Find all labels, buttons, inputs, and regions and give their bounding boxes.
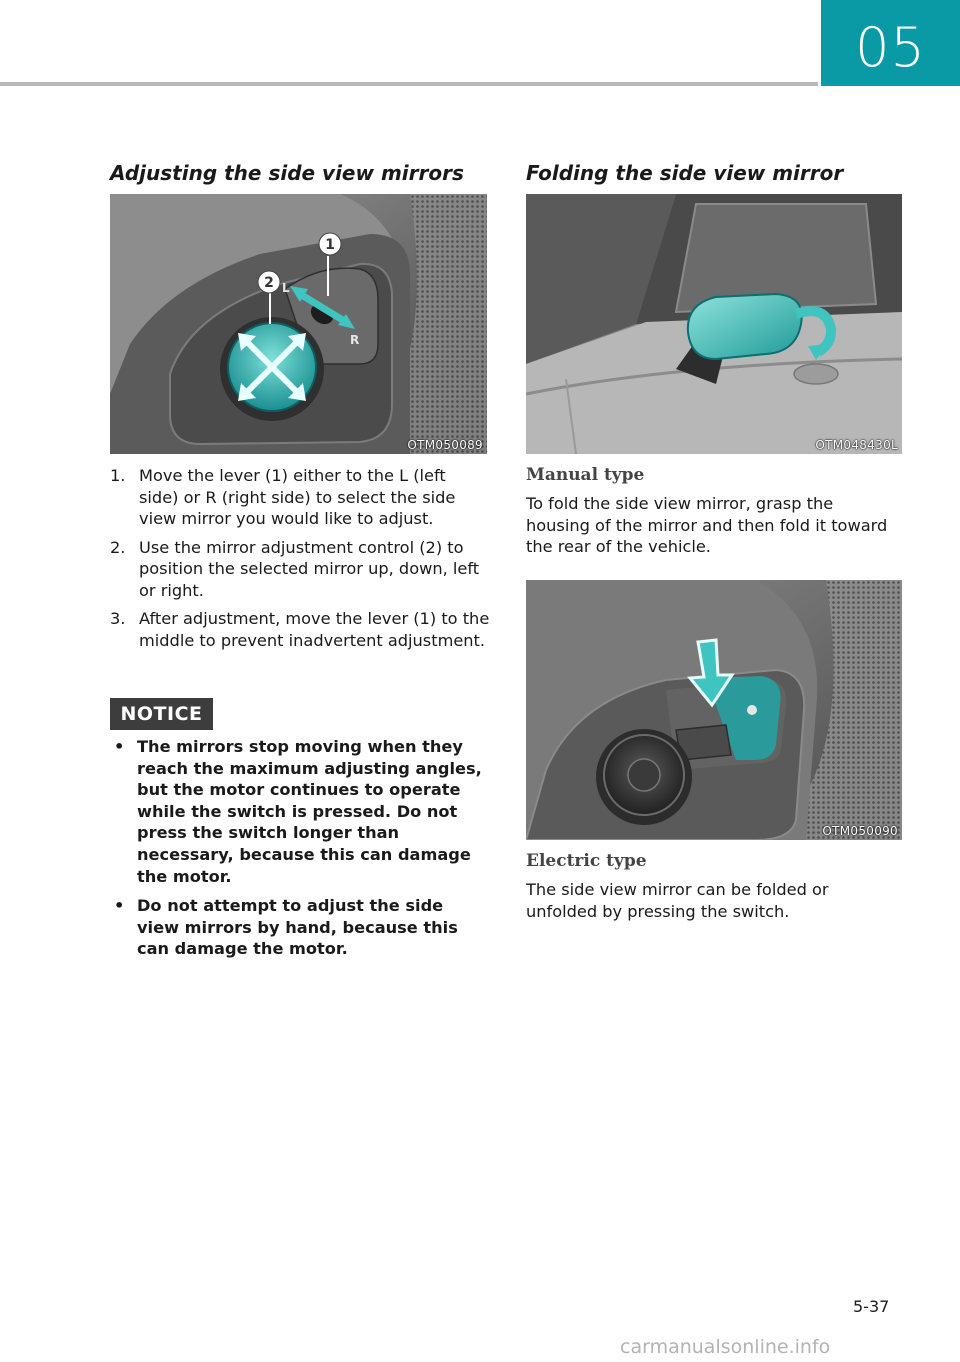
- label-r: R: [350, 333, 360, 347]
- chapter-tab: 05: [821, 0, 960, 86]
- figure-code: OTM048430L: [815, 438, 898, 452]
- manual-type-heading: Manual type: [526, 465, 645, 485]
- mirror-switch-illustration: [110, 194, 487, 454]
- notice-badge: NOTICE: [110, 698, 213, 730]
- figure-code: OTM050089: [407, 438, 483, 452]
- notice-list: [110, 736, 490, 968]
- step-item: 1. Move the lever (1) either to the L (left side) or R (right side) to select the side view mirror you would like to adjust.: [110, 466, 456, 528]
- header-rule: [0, 82, 818, 86]
- page-number: 5-37: [853, 1297, 890, 1316]
- car-mirror-illustration: [526, 194, 902, 454]
- manual-type-text: To fold the side view mirror, grasp the housing of the mirror and then fold it toward the rear of the vehicle.: [526, 494, 888, 556]
- fold-switch-illustration: [526, 580, 902, 840]
- step-item: 2. Use the mirror adjustment control (2) to position the selected mirror up, down, left or right.: [110, 537, 480, 600]
- callout-2: 2: [264, 275, 274, 291]
- label-l: L: [282, 281, 290, 295]
- figure-code: OTM050090: [822, 824, 898, 838]
- electric-type-text: The side view mirror can be folded or unfolded by pressing the switch.: [526, 880, 829, 921]
- section-title-adjusting: Adjusting the side view mirrors: [110, 161, 464, 185]
- callout-1: 1: [325, 237, 335, 253]
- section-title-folding: Folding the side view mirror: [526, 161, 844, 185]
- adjust-steps: [110, 465, 490, 658]
- watermark: carmanualsonline.info: [620, 1336, 831, 1358]
- notice-item: • Do not attempt to adjust the side view mirrors by hand, because this can damage the motor.: [114, 896, 458, 959]
- notice-item: • The mirrors stop moving when they reach the maximum adjusting angles, but the motor continues to operate while the switch is pressed. Do not press the switch longer than necessary, because this can damage the motor.: [114, 737, 482, 886]
- figure-manual-fold: [526, 194, 902, 454]
- step-item: 3. After adjustment, move the lever (1) to the middle to prevent inadvertent adjustment.: [110, 609, 490, 650]
- figure-mirror-switch: [110, 194, 487, 454]
- figure-electric-fold: [526, 580, 902, 840]
- electric-type-heading: Electric type: [526, 851, 647, 871]
